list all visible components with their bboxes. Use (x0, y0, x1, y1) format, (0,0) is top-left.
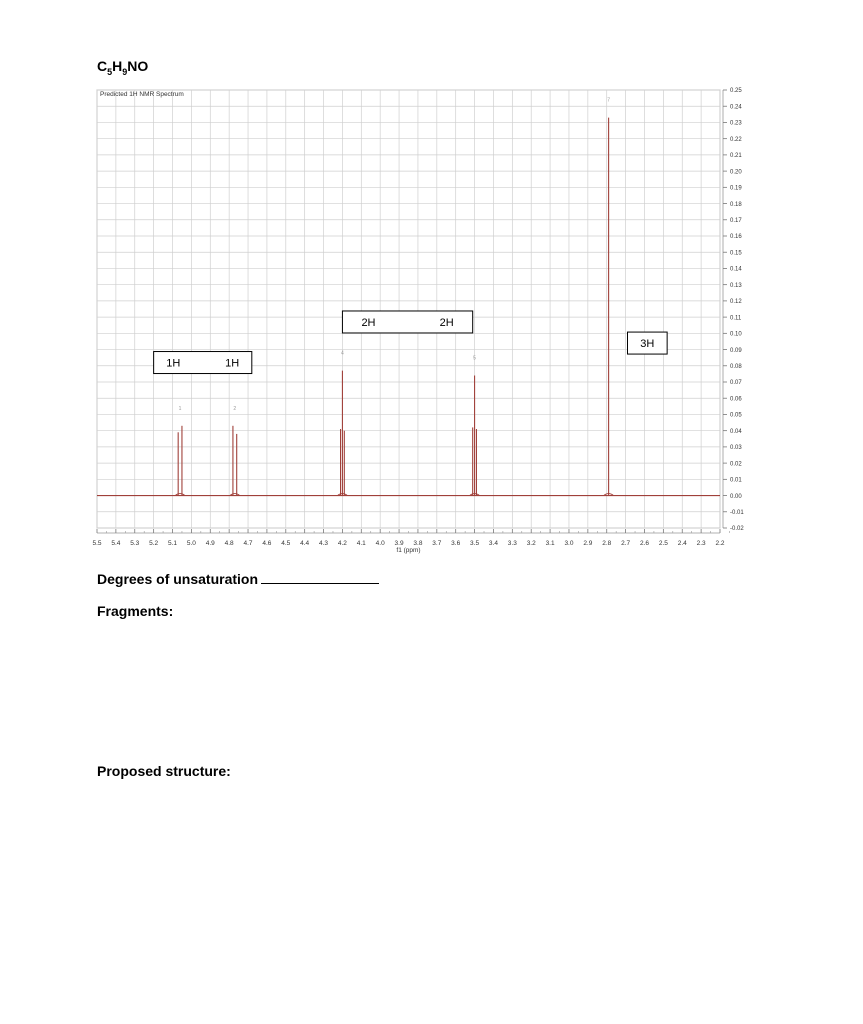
peak-label: 1 (178, 405, 182, 412)
x-tick-label: 4.5 (281, 540, 291, 547)
y-tick-label: 0.15 (730, 250, 742, 257)
x-tick-label: 3.4 (488, 540, 498, 547)
y-tick-label: 0.25 (730, 88, 742, 95)
integration-label: 2H (439, 316, 454, 329)
x-axis-label: f1 (ppm) (396, 547, 421, 554)
x-tick-label: 3.2 (526, 540, 536, 547)
x-tick-label: 4.3 (319, 540, 329, 547)
x-tick-label: 5.1 (167, 540, 178, 547)
x-tick-label: 5.2 (149, 540, 159, 547)
x-tick-label: 2.8 (602, 540, 612, 547)
x-tick-label: 3.0 (564, 540, 574, 547)
y-tick-label: 0.00 (730, 493, 742, 500)
integration-label: 1H (225, 357, 240, 370)
x-tick-label: 5.3 (130, 540, 140, 547)
y-tick-label: 0.24 (730, 104, 742, 111)
x-tick-label: 4.4 (300, 540, 310, 547)
y-tick-label: 0.08 (730, 363, 742, 370)
x-tick-label: 2.4 (677, 540, 687, 547)
integration-label: 3H (640, 338, 655, 351)
molecular-formula: $C_5H_9NO$ (97, 58, 149, 77)
y-tick-label: 0.02 (730, 461, 742, 468)
x-tick-label: 5.5 (92, 540, 102, 547)
answer-blank[interactable] (261, 571, 379, 584)
y-tick-label: 0.04 (730, 428, 742, 435)
y-tick-label: 0.01 (730, 477, 742, 484)
y-tick-label: 0.20 (730, 169, 742, 176)
x-tick-label: 4.9 (205, 540, 215, 547)
fragments-heading: Fragments: (97, 603, 174, 619)
y-tick-label: 0.17 (730, 217, 742, 224)
x-tick-label: 3.7 (432, 540, 442, 547)
x-tick-label: 2.6 (639, 540, 650, 547)
y-tick-label: 0.19 (730, 185, 742, 192)
y-tick-label: 0.16 (730, 234, 742, 241)
peak-label: 5 (473, 355, 476, 362)
x-tick-label: 3.9 (394, 540, 404, 547)
x-tick-label: 2.5 (658, 540, 668, 547)
x-tick-label: 2.2 (715, 540, 725, 547)
degrees-of-unsaturation-question: Degrees of unsaturation (97, 571, 379, 587)
y-tick-label: 0.06 (730, 396, 742, 403)
x-tick-label: 5.0 (186, 540, 196, 547)
x-tick-label: 4.7 (243, 540, 253, 547)
y-tick-label: 0.10 (730, 331, 742, 338)
x-tick-label: 2.9 (583, 540, 593, 547)
plot-frame (97, 90, 720, 528)
peak-label: 7 (607, 97, 611, 104)
x-tick-label: 4.8 (224, 540, 234, 547)
y-tick-label: 0.13 (730, 282, 742, 289)
x-tick-label: 4.1 (356, 540, 366, 547)
x-tick-label: 3.6 (451, 540, 461, 547)
peak-label: 2 (233, 405, 237, 412)
y-tick-label: 0.14 (730, 266, 742, 273)
x-tick-label: 4.6 (262, 540, 272, 547)
y-tick-label: 0.03 (730, 445, 742, 452)
y-tick-label: -0.01 (730, 509, 744, 516)
proposed-structure-heading: Proposed structure: (97, 763, 231, 779)
y-tick-label: 0.12 (730, 299, 742, 306)
peak-label: 4 (341, 350, 344, 357)
integration-label: 2H (361, 316, 376, 329)
x-tick-label: 2.3 (696, 540, 706, 547)
y-tick-label: 0.07 (730, 380, 742, 387)
x-tick-label: 3.3 (507, 540, 517, 547)
y-tick-label: 0.09 (730, 347, 742, 354)
y-tick-label: 0.11 (730, 315, 742, 322)
x-tick-label: 5.4 (111, 540, 121, 547)
x-tick-label: 4.0 (375, 540, 385, 547)
y-tick-label: 0.05 (730, 412, 742, 419)
x-tick-label: 3.5 (470, 540, 480, 547)
y-tick-label: 0.23 (730, 120, 742, 127)
y-tick-label: 0.22 (730, 136, 742, 143)
y-tick-label: -0.02 (730, 526, 744, 533)
x-tick-label: 2.7 (621, 540, 631, 547)
integration-label: 1H (166, 357, 181, 370)
y-tick-label: 0.18 (730, 201, 742, 208)
y-tick-label: 0.21 (730, 153, 742, 160)
x-tick-label: 3.1 (545, 540, 555, 547)
x-tick-label: 3.8 (413, 540, 423, 547)
chart-title: Predicted 1H NMR Spectrum (100, 91, 184, 98)
x-tick-label: 4.2 (337, 540, 347, 547)
